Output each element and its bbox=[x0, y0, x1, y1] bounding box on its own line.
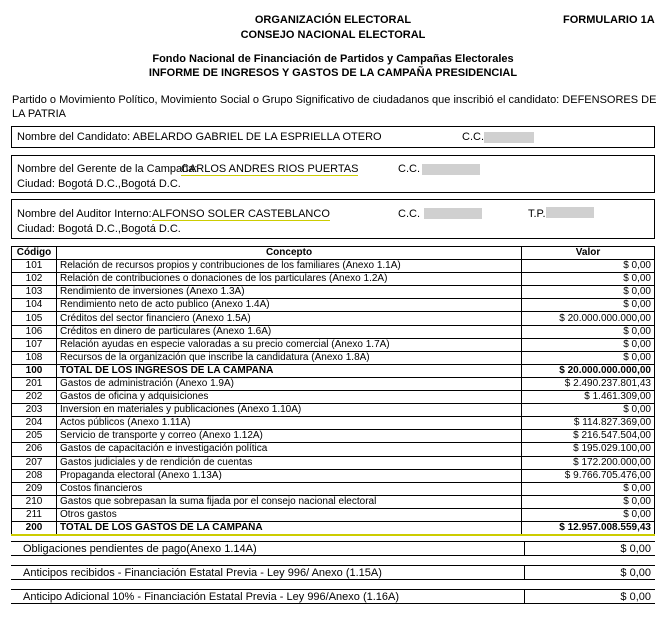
auditor-box bbox=[11, 199, 655, 239]
candidate-cc-label: C.C. bbox=[462, 131, 484, 143]
table-row bbox=[12, 299, 655, 312]
row-code: 102 bbox=[12, 273, 57, 286]
table-row bbox=[12, 430, 655, 443]
table-row bbox=[12, 377, 655, 390]
candidate-name: Nombre del Candidato: ABELARDO GABRIEL DE LA ESPRIELLA OTERO bbox=[17, 131, 382, 143]
redacted-id bbox=[422, 164, 480, 175]
row-value: $ 0,00 bbox=[522, 338, 655, 351]
header-concept: Concepto bbox=[57, 247, 522, 260]
row-code: 100 bbox=[12, 364, 57, 377]
redacted-id bbox=[546, 207, 594, 218]
row-code: 209 bbox=[12, 482, 57, 495]
row-concept: Rendimiento neto de acto publico (Anexo 1.4A) bbox=[57, 299, 522, 312]
header-code: Código bbox=[12, 247, 57, 260]
row-value: $ 216.547.504,00 bbox=[522, 430, 655, 443]
auditor-tp-label: T.P. bbox=[528, 208, 546, 220]
row-code: 200 bbox=[12, 521, 57, 535]
party-line-2: LA PATRIA bbox=[12, 108, 67, 120]
row-code: 205 bbox=[12, 430, 57, 443]
table-row bbox=[12, 273, 655, 286]
table-row bbox=[12, 404, 655, 417]
row-code: 203 bbox=[12, 404, 57, 417]
table-row bbox=[12, 508, 655, 521]
row-concept: TOTAL DE LOS INGRESOS DE LA CAMPAÑA bbox=[57, 364, 522, 377]
fund-title: Fondo Nacional de Financiación de Partidos y Campañas Electorales bbox=[152, 53, 514, 65]
summary-row-additional-advance bbox=[11, 589, 655, 604]
income-expense-table bbox=[11, 246, 655, 536]
manager-box bbox=[11, 155, 655, 193]
row-code: 210 bbox=[12, 495, 57, 508]
row-code: 101 bbox=[12, 260, 57, 273]
row-value: $ 0,00 bbox=[522, 299, 655, 312]
row-concept: Relación de contribuciones o donaciones de los particulares (Anexo 1.2A) bbox=[57, 273, 522, 286]
summary-label: Obligaciones pendientes de pago(Anexo 1.14A) bbox=[23, 543, 257, 555]
row-value: $ 12.957.008.559,43 bbox=[522, 521, 655, 535]
row-code: 103 bbox=[12, 286, 57, 299]
row-concept: Créditos en dinero de particulares (Anexo 1.6A) bbox=[57, 325, 522, 338]
row-concept: Relación ayudas en especie valoradas a su precio comercial (Anexo 1.7A) bbox=[57, 338, 522, 351]
row-concept: Gastos de administración (Anexo 1.9A) bbox=[57, 377, 522, 390]
table-row bbox=[12, 443, 655, 456]
row-code: 208 bbox=[12, 469, 57, 482]
row-code: 201 bbox=[12, 377, 57, 390]
row-concept: Gastos de capacitación e investigación política bbox=[57, 443, 522, 456]
row-value: $ 1.461.309,00 bbox=[522, 391, 655, 404]
form-number: FORMULARIO 1A bbox=[563, 14, 655, 26]
redacted-id bbox=[424, 208, 482, 219]
table-row bbox=[12, 351, 655, 364]
header-value: Valor bbox=[522, 247, 655, 260]
table-row bbox=[12, 338, 655, 351]
table-row bbox=[12, 286, 655, 299]
row-concept: Otros gastos bbox=[57, 508, 522, 521]
row-concept: Relación de recursos propios y contribuciones de los familiares (Anexo 1.1A) bbox=[57, 260, 522, 273]
row-concept: Gastos de oficina y adquisiciones bbox=[57, 391, 522, 404]
row-concept: Propaganda electoral (Anexo 1.13A) bbox=[57, 469, 522, 482]
org-title: ORGANIZACIÓN ELECTORAL bbox=[254, 14, 412, 26]
table-row bbox=[12, 364, 655, 377]
row-value: $ 0,00 bbox=[522, 351, 655, 364]
row-concept: Servicio de transporte y correo (Anexo 1.12A) bbox=[57, 430, 522, 443]
table-header-row bbox=[12, 247, 655, 260]
auditor-label: Nombre del Auditor Interno: bbox=[17, 208, 152, 220]
row-code: 211 bbox=[12, 508, 57, 521]
row-code: 106 bbox=[12, 325, 57, 338]
summary-value: $ 0,00 bbox=[620, 567, 651, 579]
report-title: INFORME DE INGRESOS Y GASTOS DE LA CAMPAÑA PRESIDENCIAL bbox=[148, 67, 518, 79]
row-value: $ 0,00 bbox=[522, 273, 655, 286]
summary-row-obligations bbox=[11, 541, 655, 556]
row-concept: Inversion en materiales y publicaciones (Anexo 1.10A) bbox=[57, 404, 522, 417]
row-code: 206 bbox=[12, 443, 57, 456]
table-row bbox=[12, 521, 655, 535]
row-value: $ 0,00 bbox=[522, 260, 655, 273]
candidate-box bbox=[11, 126, 655, 148]
table-row bbox=[12, 325, 655, 338]
table-row bbox=[12, 456, 655, 469]
table-row bbox=[12, 417, 655, 430]
row-code: 104 bbox=[12, 299, 57, 312]
row-value: $ 20.000.000.000,00 bbox=[522, 312, 655, 325]
row-code: 107 bbox=[12, 338, 57, 351]
row-code: 105 bbox=[12, 312, 57, 325]
row-value: $ 0,00 bbox=[522, 508, 655, 521]
row-concept: Gastos judiciales y de rendición de cuentas bbox=[57, 456, 522, 469]
table-row bbox=[12, 482, 655, 495]
row-concept: Recursos de la organización que inscribe la candidatura (Anexo 1.8A) bbox=[57, 351, 522, 364]
manager-name: CARLOS ANDRES RIOS PUERTAS bbox=[181, 163, 359, 175]
redacted-id bbox=[484, 132, 534, 143]
row-code: 202 bbox=[12, 391, 57, 404]
party-line-1: Partido o Movimiento Político, Movimiento Social o Grupo Significativo de ciudadanos que inscribió el candidato: DEFENSORES DE bbox=[12, 94, 657, 106]
manager-cc-label: C.C. bbox=[398, 163, 420, 175]
row-value: $ 9.766.705.476,00 bbox=[522, 469, 655, 482]
auditor-cc-label: C.C. bbox=[398, 208, 420, 220]
row-value: $ 0,00 bbox=[522, 325, 655, 338]
row-code: 204 bbox=[12, 417, 57, 430]
row-value: $ 20.000.000.000,00 bbox=[522, 364, 655, 377]
summary-value: $ 0,00 bbox=[620, 543, 651, 555]
row-code: 108 bbox=[12, 351, 57, 364]
row-code: 207 bbox=[12, 456, 57, 469]
row-value: $ 0,00 bbox=[522, 286, 655, 299]
summary-row-advances bbox=[11, 565, 655, 580]
row-value: $ 2.490.237.801,43 bbox=[522, 377, 655, 390]
row-concept: Actos públicos (Anexo 1.11A) bbox=[57, 417, 522, 430]
summary-label: Anticipo Adicional 10% - Financiación Estatal Previa - Ley 996/Anexo (1.16A) bbox=[23, 591, 400, 603]
manager-label: Nombre del Gerente de la Campaña: bbox=[17, 163, 198, 175]
table-row bbox=[12, 260, 655, 273]
table-row bbox=[12, 391, 655, 404]
summary-label: Anticipos recibidos - Financiación Estatal Previa - Ley 996/ Anexo (1.15A) bbox=[23, 567, 382, 579]
row-value: $ 195.029.100,00 bbox=[522, 443, 655, 456]
row-value: $ 0,00 bbox=[522, 482, 655, 495]
row-concept: Costos financieros bbox=[57, 482, 522, 495]
table-row bbox=[12, 469, 655, 482]
row-value: $ 114.827.369,00 bbox=[522, 417, 655, 430]
row-concept: Gastos que sobrepasan la suma fijada por el consejo nacional electoral bbox=[57, 495, 522, 508]
auditor-city: Ciudad: Bogotá D.C.,Bogotá D.C. bbox=[17, 223, 181, 235]
council-title: CONSEJO NACIONAL ELECTORAL bbox=[240, 29, 426, 41]
row-value: $ 0,00 bbox=[522, 495, 655, 508]
table-row bbox=[12, 312, 655, 325]
row-value: $ 0,00 bbox=[522, 404, 655, 417]
row-concept: Créditos del sector financiero (Anexo 1.5A) bbox=[57, 312, 522, 325]
row-value: $ 172.200.000,00 bbox=[522, 456, 655, 469]
row-concept: Rendimiento de inversiones (Anexo 1.3A) bbox=[57, 286, 522, 299]
row-concept: TOTAL DE LOS GASTOS DE LA CAMPAÑA bbox=[57, 521, 522, 535]
auditor-name: ALFONSO SOLER CASTEBLANCO bbox=[152, 208, 330, 220]
table-row bbox=[12, 495, 655, 508]
summary-value: $ 0,00 bbox=[620, 591, 651, 603]
manager-city: Ciudad: Bogotá D.C.,Bogotá D.C. bbox=[17, 178, 181, 190]
